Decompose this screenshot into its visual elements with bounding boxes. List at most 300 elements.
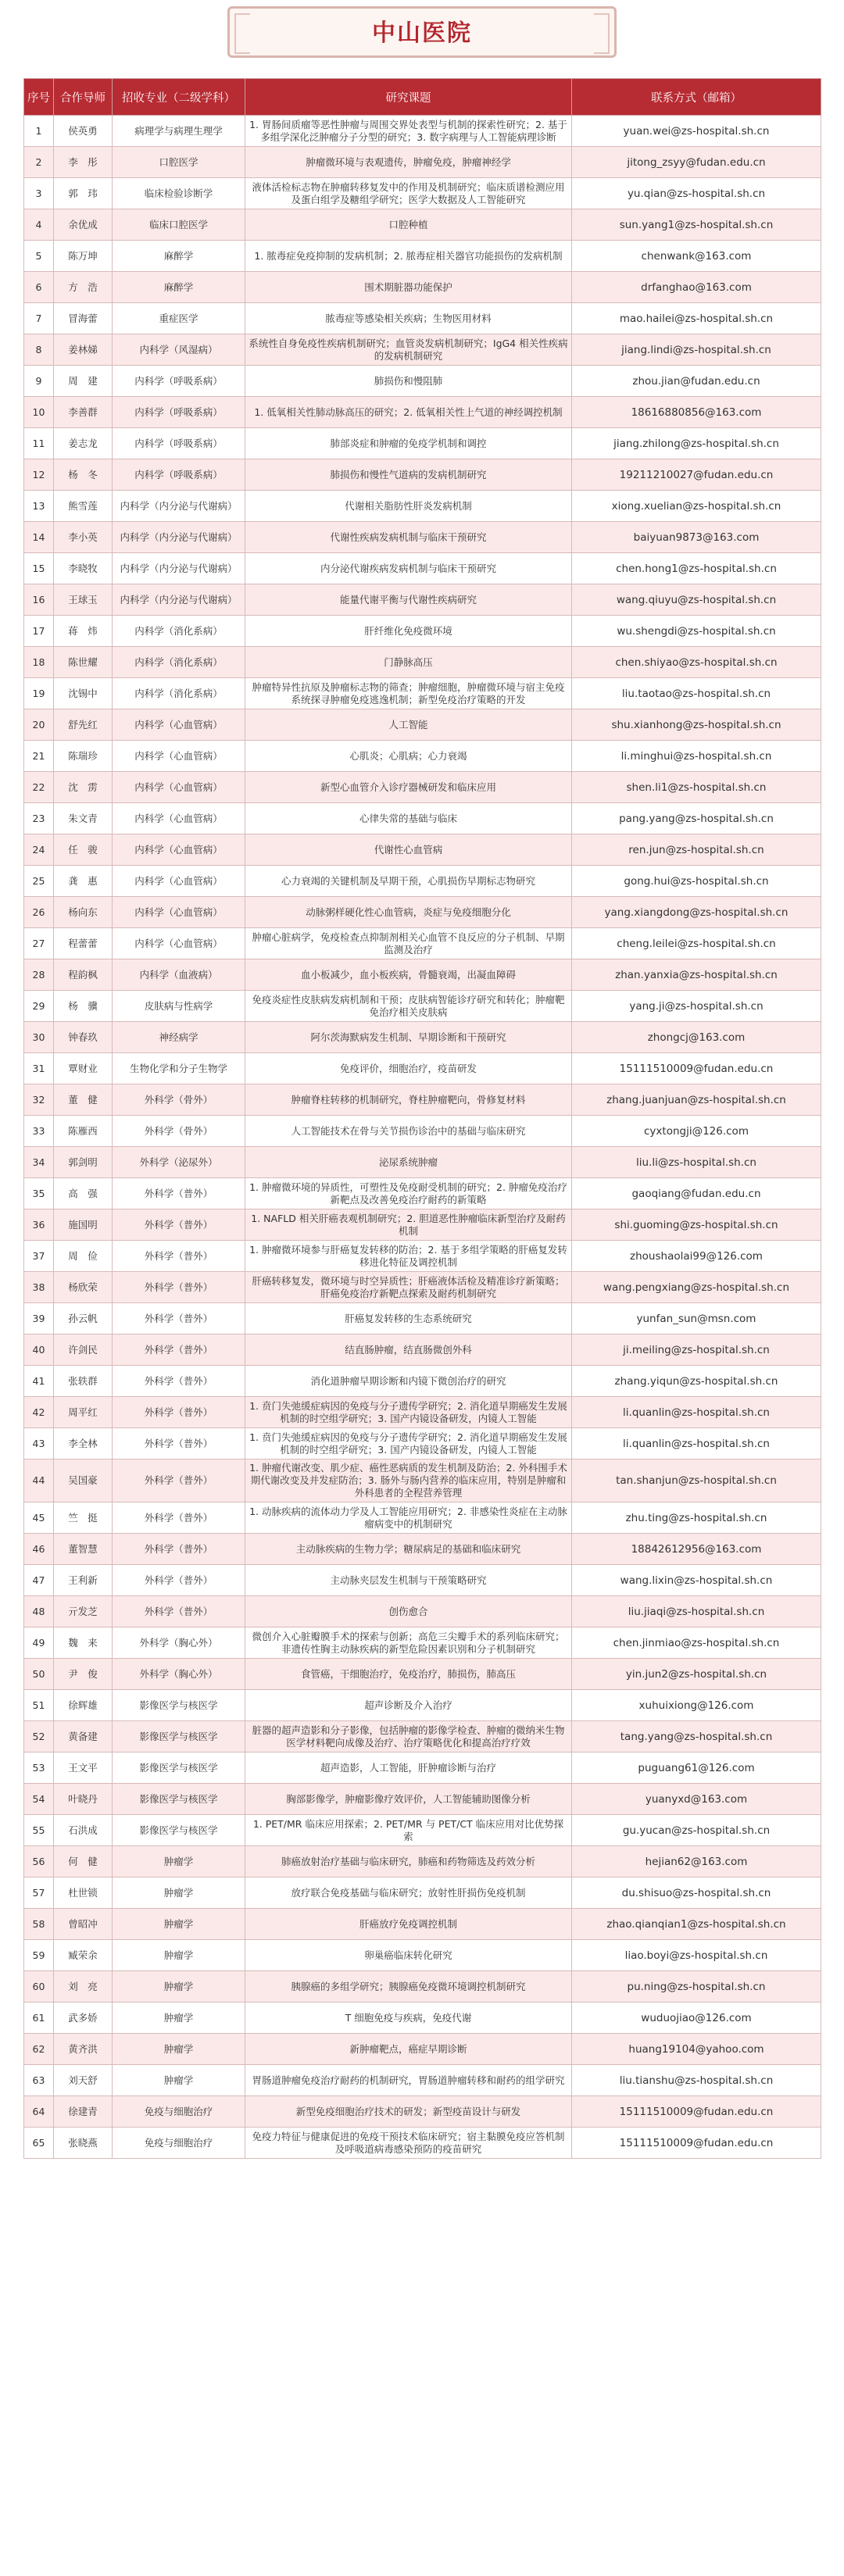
cell-mentor: 李 彤 — [54, 147, 113, 178]
cell-mentor: 叶晓丹 — [54, 1784, 113, 1815]
cell-major: 皮肤病与性病学 — [113, 991, 245, 1022]
cell-mentor: 臧荣余 — [54, 1940, 113, 1971]
table-row — [24, 397, 821, 428]
cell-email[interactable]: li.minghui@zs-hospital.sh.cn — [572, 741, 821, 772]
cell-topic: 代谢性心血管病 — [245, 834, 572, 866]
cell-email[interactable]: zhang.yiqun@zs-hospital.sh.cn — [572, 1366, 821, 1397]
cell-mentor: 舒先红 — [54, 709, 113, 741]
cell-mentor: 曾昭冲 — [54, 1909, 113, 1940]
cell-index: 20 — [24, 709, 54, 741]
col-header-mentor: 合作导师 — [54, 79, 113, 116]
cell-index: 60 — [24, 1971, 54, 2003]
cell-topic: 微创介入心脏瓣膜手术的探索与创新；高危三尖瓣手术的系列临床研究；非遗传性胸主动脉疾病的新型危险因素识别和分子机制研究 — [245, 1627, 572, 1659]
cell-major: 口腔医学 — [113, 147, 245, 178]
cell-email[interactable]: pang.yang@zs-hospital.sh.cn — [572, 803, 821, 834]
cell-mentor: 竺 挺 — [54, 1502, 113, 1534]
table-row — [24, 1502, 821, 1534]
cell-mentor: 黄备建 — [54, 1721, 113, 1752]
cell-major: 外科学（胸心外） — [113, 1659, 245, 1690]
cell-topic: 围术期脏器功能保护 — [245, 272, 572, 303]
cell-mentor: 龚 惠 — [54, 866, 113, 897]
cell-major: 外科学（普外） — [113, 1209, 245, 1241]
cell-topic: 免疫力特征与健康促进的免疫干预技术临床研究；宿主黏膜免疫应答机制及呼吸道病毒感染预防的疫苗研究 — [245, 2128, 572, 2159]
cell-topic: 1. PET/MR 临床应用探索；2. PET/MR 与 PET/CT 临床应用对比优势探索 — [245, 1815, 572, 1846]
cell-topic: 超声诊断及介入治疗 — [245, 1690, 572, 1721]
cell-topic: 阿尔茨海默病发生机制、早期诊断和干预研究 — [245, 1022, 572, 1053]
cell-email[interactable]: zhoushaolai99@126.com — [572, 1241, 821, 1272]
cell-email[interactable]: drfanghao@163.com — [572, 272, 821, 303]
cell-index: 14 — [24, 522, 54, 553]
cell-mentor: 徐辉雄 — [54, 1690, 113, 1721]
cell-email[interactable]: pu.ning@zs-hospital.sh.cn — [572, 1971, 821, 2003]
cell-topic: 1. 肿瘤微环境参与肝癌复发转移的防治；2. 基于多组学策略的肝癌复发转移进化特征及调控机制 — [245, 1241, 572, 1272]
table-row — [24, 2128, 821, 2159]
cell-email[interactable]: chenwank@163.com — [572, 241, 821, 272]
table-row — [24, 959, 821, 991]
cell-major: 内科学（风湿病） — [113, 334, 245, 366]
cell-mentor: 周平红 — [54, 1397, 113, 1428]
cell-index: 25 — [24, 866, 54, 897]
table-row — [24, 1428, 821, 1459]
cell-major: 病理学与病理生理学 — [113, 116, 245, 147]
cell-major: 影像医学与核医学 — [113, 1690, 245, 1721]
cell-index: 13 — [24, 491, 54, 522]
cell-topic: 液体活检标志物在肿瘤转移复发中的作用及机制研究；临床质谱检测应用及蛋白组学及糖组学研究；医学大数据及人工智能研究 — [245, 178, 572, 209]
cell-major: 肿瘤学 — [113, 1971, 245, 2003]
cell-index: 53 — [24, 1752, 54, 1784]
cell-major: 临床口腔医学 — [113, 209, 245, 241]
cell-major: 麻醉学 — [113, 241, 245, 272]
cell-major: 外科学（普外） — [113, 1534, 245, 1565]
cell-index: 16 — [24, 584, 54, 616]
cell-index: 45 — [24, 1502, 54, 1534]
table-row — [24, 1366, 821, 1397]
cell-major: 临床检验诊断学 — [113, 178, 245, 209]
cell-email[interactable]: wang.pengxiang@zs-hospital.sh.cn — [572, 1272, 821, 1303]
table-body — [24, 116, 821, 2159]
cell-topic: 能量代谢平衡与代谢性疾病研究 — [245, 584, 572, 616]
cell-index: 23 — [24, 803, 54, 834]
table-row — [24, 866, 821, 897]
cell-mentor: 朱文青 — [54, 803, 113, 834]
cell-email[interactable]: liu.taotao@zs-hospital.sh.cn — [572, 678, 821, 709]
cell-topic: 肿瘤微环境与表观遗传，肿瘤免疫，肿瘤神经学 — [245, 147, 572, 178]
cell-email[interactable]: shen.li1@zs-hospital.sh.cn — [572, 772, 821, 803]
cell-mentor: 李善群 — [54, 397, 113, 428]
table-row — [24, 209, 821, 241]
cell-index: 42 — [24, 1397, 54, 1428]
cell-mentor: 冒海蕾 — [54, 303, 113, 334]
cell-email[interactable]: xuhuixiong@126.com — [572, 1690, 821, 1721]
cell-topic: 肺癌放射治疗基础与临床研究，肺癌和药物筛选及药效分析 — [245, 1846, 572, 1878]
cell-major: 肿瘤学 — [113, 2003, 245, 2034]
cell-topic: 肝癌复发转移的生态系统研究 — [245, 1303, 572, 1334]
cell-mentor: 程韵枫 — [54, 959, 113, 991]
cell-index: 30 — [24, 1022, 54, 1053]
cell-index: 22 — [24, 772, 54, 803]
table-row — [24, 1116, 821, 1147]
cell-topic: 心律失常的基础与临床 — [245, 803, 572, 834]
table-row — [24, 1752, 821, 1784]
cell-major: 外科学（普外） — [113, 1178, 245, 1209]
table-row — [24, 1534, 821, 1565]
cell-index: 55 — [24, 1815, 54, 1846]
cell-email[interactable]: cyxtongji@126.com — [572, 1116, 821, 1147]
cell-index: 61 — [24, 2003, 54, 2034]
cell-email[interactable]: 15111510009@fudan.edu.cn — [572, 1053, 821, 1084]
cell-index: 6 — [24, 272, 54, 303]
cell-topic: 肺损伤和慢阻肺 — [245, 366, 572, 397]
cell-email[interactable]: 19211210027@fudan.edu.cn — [572, 459, 821, 491]
cell-topic: 胰腺癌的多组学研究；胰腺癌免疫微环境调控机制研究 — [245, 1971, 572, 2003]
cell-email[interactable]: chen.jinmiao@zs-hospital.sh.cn — [572, 1627, 821, 1659]
cell-index: 47 — [24, 1565, 54, 1596]
cell-major: 内科学（心血管病） — [113, 928, 245, 959]
table-row — [24, 772, 821, 803]
cell-email[interactable]: baiyuan9873@163.com — [572, 522, 821, 553]
cell-mentor: 覃财业 — [54, 1053, 113, 1084]
cell-index: 43 — [24, 1428, 54, 1459]
cell-email[interactable]: wu.shengdi@zs-hospital.sh.cn — [572, 616, 821, 647]
cell-email[interactable]: shi.guoming@zs-hospital.sh.cn — [572, 1209, 821, 1241]
cell-index: 8 — [24, 334, 54, 366]
cell-major: 外科学（普外） — [113, 1272, 245, 1303]
cell-email[interactable]: zhao.qianqian1@zs-hospital.sh.cn — [572, 1909, 821, 1940]
cell-email[interactable]: liu.tianshu@zs-hospital.sh.cn — [572, 2065, 821, 2096]
cell-mentor: 亓发芝 — [54, 1596, 113, 1627]
cell-mentor: 王利新 — [54, 1565, 113, 1596]
cell-index: 5 — [24, 241, 54, 272]
cell-mentor: 李小英 — [54, 522, 113, 553]
cell-topic: 新肿瘤靶点，癌症早期诊断 — [245, 2034, 572, 2065]
cell-major: 外科学（普外） — [113, 1502, 245, 1534]
page-header — [0, 0, 844, 70]
cell-email[interactable]: 18616880856@163.com — [572, 397, 821, 428]
table-row — [24, 1784, 821, 1815]
cell-topic: 胃肠道肿瘤免疫治疗耐药的机制研究，胃肠道肿瘤转移和耐药的组学研究 — [245, 2065, 572, 2096]
table-row — [24, 897, 821, 928]
cell-email[interactable]: yuanyxd@163.com — [572, 1784, 821, 1815]
table-row — [24, 147, 821, 178]
cell-topic: 免疫炎症性皮肤病发病机制和干预；皮肤病智能诊疗研究和转化；肿瘤靶免治疗相关皮肤病 — [245, 991, 572, 1022]
cell-major: 内科学（消化系病） — [113, 647, 245, 678]
cell-major: 外科学（普外） — [113, 1303, 245, 1334]
table-row — [24, 1272, 821, 1303]
cell-topic: 人工智能 — [245, 709, 572, 741]
cell-topic: 肿瘤心脏病学，免疫检查点抑制剂相关心血管不良反应的分子机制、早期监测及治疗 — [245, 928, 572, 959]
cell-email[interactable]: cheng.leilei@zs-hospital.sh.cn — [572, 928, 821, 959]
cell-email[interactable]: li.quanlin@zs-hospital.sh.cn — [572, 1428, 821, 1459]
cell-major: 麻醉学 — [113, 272, 245, 303]
cell-topic: 动脉粥样硬化性心血管病，炎症与免疫细胞分化 — [245, 897, 572, 928]
cell-mentor: 陈世耀 — [54, 647, 113, 678]
cell-mentor: 刘 亮 — [54, 1971, 113, 2003]
cell-mentor: 沈 雳 — [54, 772, 113, 803]
cell-index: 41 — [24, 1366, 54, 1397]
cell-email[interactable]: gu.yucan@zs-hospital.sh.cn — [572, 1815, 821, 1846]
cell-email[interactable]: shu.xianhong@zs-hospital.sh.cn — [572, 709, 821, 741]
cell-index: 1 — [24, 116, 54, 147]
cell-major: 免疫与细胞治疗 — [113, 2128, 245, 2159]
cell-index: 36 — [24, 1209, 54, 1241]
table-row — [24, 834, 821, 866]
cell-topic: 肺部炎症和肿瘤的免疫学机制和调控 — [245, 428, 572, 459]
table-row — [24, 1940, 821, 1971]
cell-index: 52 — [24, 1721, 54, 1752]
cell-topic: 内分泌代谢疾病发病机制与临床干预研究 — [245, 553, 572, 584]
cell-major: 内科学（心血管病） — [113, 772, 245, 803]
cell-email[interactable]: yuan.wei@zs-hospital.sh.cn — [572, 116, 821, 147]
cell-index: 9 — [24, 366, 54, 397]
table-row — [24, 991, 821, 1022]
cell-major: 内科学（消化系病） — [113, 678, 245, 709]
cell-mentor: 熊雪莲 — [54, 491, 113, 522]
cell-major: 外科学（普外） — [113, 1428, 245, 1459]
table-row — [24, 1053, 821, 1084]
table-row — [24, 1815, 821, 1846]
cell-mentor: 吴国豪 — [54, 1459, 113, 1502]
cell-email[interactable]: puguang61@126.com — [572, 1752, 821, 1784]
cell-mentor: 刘天舒 — [54, 2065, 113, 2096]
cell-major: 肿瘤学 — [113, 1878, 245, 1909]
cell-index: 19 — [24, 678, 54, 709]
cell-email[interactable]: jitong_zsyy@fudan.edu.cn — [572, 147, 821, 178]
cell-mentor: 周 俭 — [54, 1241, 113, 1272]
cell-topic: 肝纤维化免疫微环境 — [245, 616, 572, 647]
table-row — [24, 803, 821, 834]
cell-major: 肿瘤学 — [113, 1846, 245, 1878]
table-row — [24, 741, 821, 772]
cell-index: 58 — [24, 1909, 54, 1940]
cell-email[interactable]: sun.yang1@zs-hospital.sh.cn — [572, 209, 821, 241]
cell-index: 62 — [24, 2034, 54, 2065]
cell-major: 内科学（血液病） — [113, 959, 245, 991]
cell-email[interactable]: chen.hong1@zs-hospital.sh.cn — [572, 553, 821, 584]
cell-mentor: 杨 冬 — [54, 459, 113, 491]
cell-topic: 心力衰竭的关键机制及早期干预，心肌损伤早期标志物研究 — [245, 866, 572, 897]
table-row — [24, 1022, 821, 1053]
cell-topic: 免疫评价，细胞治疗，疫苗研发 — [245, 1053, 572, 1084]
cell-topic: 胸部影像学，肿瘤影像疗效评价，人工智能辅助图像分析 — [245, 1784, 572, 1815]
cell-mentor: 陈瑞珍 — [54, 741, 113, 772]
cell-topic: 系统性自身免疫性疾病机制研究；血管炎发病机制研究；IgG4 相关性疾病的发病机制研究 — [245, 334, 572, 366]
table-row — [24, 553, 821, 584]
cell-topic: 肝癌放疗免疫调控机制 — [245, 1909, 572, 1940]
cell-email[interactable]: liu.jiaqi@zs-hospital.sh.cn — [572, 1596, 821, 1627]
cell-email[interactable]: gaoqiang@fudan.edu.cn — [572, 1178, 821, 1209]
cell-email[interactable]: li.quanlin@zs-hospital.sh.cn — [572, 1397, 821, 1428]
table-row — [24, 1565, 821, 1596]
cell-topic: 放疗联合免疫基础与临床研究；放射性肝损伤免疫机制 — [245, 1878, 572, 1909]
table-row — [24, 2034, 821, 2065]
cell-email[interactable]: jiang.lindi@zs-hospital.sh.cn — [572, 334, 821, 366]
cell-index: 59 — [24, 1940, 54, 1971]
cell-major: 外科学（普外） — [113, 1596, 245, 1627]
cell-topic: 食管癌，干细胞治疗，免疫治疗，肺损伤，肺高压 — [245, 1659, 572, 1690]
cell-major: 外科学（骨外） — [113, 1084, 245, 1116]
table-row — [24, 428, 821, 459]
cell-topic: 门静脉高压 — [245, 647, 572, 678]
cell-index: 12 — [24, 459, 54, 491]
cell-email[interactable]: gong.hui@zs-hospital.sh.cn — [572, 866, 821, 897]
cell-email[interactable]: zhang.juanjuan@zs-hospital.sh.cn — [572, 1084, 821, 1116]
cell-index: 31 — [24, 1053, 54, 1084]
cell-email[interactable]: yin.jun2@zs-hospital.sh.cn — [572, 1659, 821, 1690]
cell-email[interactable]: chen.shiyao@zs-hospital.sh.cn — [572, 647, 821, 678]
cell-mentor: 方 浩 — [54, 272, 113, 303]
cell-email[interactable]: xiong.xuelian@zs-hospital.sh.cn — [572, 491, 821, 522]
cell-email[interactable]: ren.jun@zs-hospital.sh.cn — [572, 834, 821, 866]
cell-email[interactable]: yang.ji@zs-hospital.sh.cn — [572, 991, 821, 1022]
cell-major: 重症医学 — [113, 303, 245, 334]
table-row — [24, 522, 821, 553]
cell-major: 内科学（心血管病） — [113, 741, 245, 772]
table-row — [24, 2065, 821, 2096]
cell-topic: 主动脉夹层发生机制与干预策略研究 — [245, 1565, 572, 1596]
cell-mentor: 程蕾蕾 — [54, 928, 113, 959]
table-row — [24, 1846, 821, 1878]
cell-major: 内科学（呼吸系病） — [113, 428, 245, 459]
cell-index: 40 — [24, 1334, 54, 1366]
cell-mentor: 黄齐洪 — [54, 2034, 113, 2065]
cell-mentor: 石洪成 — [54, 1815, 113, 1846]
cell-email[interactable]: hejian62@163.com — [572, 1846, 821, 1878]
table-row — [24, 1909, 821, 1940]
cell-index: 54 — [24, 1784, 54, 1815]
col-header-index: 序号 — [24, 79, 54, 116]
cell-major: 外科学（普外） — [113, 1397, 245, 1428]
cell-mentor: 武多娇 — [54, 2003, 113, 2034]
table-row — [24, 928, 821, 959]
cell-email[interactable]: yu.qian@zs-hospital.sh.cn — [572, 178, 821, 209]
table-row — [24, 1334, 821, 1366]
cell-topic: 1. 肿瘤代谢改变、肌少症、癌性恶病质的发生机制及防治；2. 外科围手术期代谢改变及并发症防治；3. 肠外与肠内营养的临床应用，特别是肿瘤和外科患者的全程营养管理 — [245, 1459, 572, 1502]
table-row — [24, 1659, 821, 1690]
cell-mentor: 王球玉 — [54, 584, 113, 616]
table-row — [24, 178, 821, 209]
cell-index: 33 — [24, 1116, 54, 1147]
table-row — [24, 366, 821, 397]
cell-email[interactable]: du.shisuo@zs-hospital.sh.cn — [572, 1878, 821, 1909]
table-row — [24, 459, 821, 491]
cell-major: 外科学（骨外） — [113, 1116, 245, 1147]
cell-mentor: 张轶群 — [54, 1366, 113, 1397]
cell-mentor: 李全林 — [54, 1428, 113, 1459]
cell-index: 34 — [24, 1147, 54, 1178]
cell-mentor: 陈雁西 — [54, 1116, 113, 1147]
cell-mentor: 施国明 — [54, 1209, 113, 1241]
cell-index: 32 — [24, 1084, 54, 1116]
table-row — [24, 647, 821, 678]
cell-major: 内科学（心血管病） — [113, 709, 245, 741]
cell-mentor: 何 健 — [54, 1846, 113, 1878]
cell-email[interactable]: tang.yang@zs-hospital.sh.cn — [572, 1721, 821, 1752]
cell-index: 18 — [24, 647, 54, 678]
cell-major: 外科学（普外） — [113, 1334, 245, 1366]
cell-email[interactable]: liu.li@zs-hospital.sh.cn — [572, 1147, 821, 1178]
cell-email[interactable]: tan.shanjun@zs-hospital.sh.cn — [572, 1459, 821, 1502]
table-row — [24, 334, 821, 366]
cell-mentor: 杨欣荣 — [54, 1272, 113, 1303]
cell-mentor: 董 健 — [54, 1084, 113, 1116]
cell-index: 56 — [24, 1846, 54, 1878]
cell-index: 51 — [24, 1690, 54, 1721]
cell-index: 11 — [24, 428, 54, 459]
cell-topic: 消化道肿瘤早期诊断和内镜下微创治疗的研究 — [245, 1366, 572, 1397]
cell-email[interactable]: 15111510009@fudan.edu.cn — [572, 2096, 821, 2128]
cell-email[interactable]: zhou.jian@fudan.edu.cn — [572, 366, 821, 397]
cell-email[interactable]: huang19104@yahoo.com — [572, 2034, 821, 2065]
cell-index: 63 — [24, 2065, 54, 2096]
col-header-contact: 联系方式（邮箱） — [572, 79, 821, 116]
cell-mentor: 陈万坤 — [54, 241, 113, 272]
cell-index: 29 — [24, 991, 54, 1022]
cell-email[interactable]: 18842612956@163.com — [572, 1534, 821, 1565]
table-row — [24, 272, 821, 303]
cell-email[interactable]: jiang.zhilong@zs-hospital.sh.cn — [572, 428, 821, 459]
cell-major: 肿瘤学 — [113, 2034, 245, 2065]
cell-major: 内科学（内分泌与代谢病） — [113, 491, 245, 522]
cell-email[interactable]: 15111510009@fudan.edu.cn — [572, 2128, 821, 2159]
cell-topic: 1. 动脉疾病的流体动力学及人工智能应用研究；2. 非感染性炎症在主动脉瘤病变中的机制研究 — [245, 1502, 572, 1534]
cell-email[interactable]: wang.qiuyu@zs-hospital.sh.cn — [572, 584, 821, 616]
cell-email[interactable]: yunfan_sun@msn.com — [572, 1303, 821, 1334]
cell-email[interactable]: wuduojiao@126.com — [572, 2003, 821, 2034]
cell-index: 49 — [24, 1627, 54, 1659]
cell-email[interactable]: zhu.ting@zs-hospital.sh.cn — [572, 1502, 821, 1534]
cell-major: 外科学（普外） — [113, 1459, 245, 1502]
cell-major: 免疫与细胞治疗 — [113, 2096, 245, 2128]
cell-mentor: 杨向东 — [54, 897, 113, 928]
cell-topic: 肿瘤脊柱转移的机制研究，脊柱肿瘤靶向，骨修复材料 — [245, 1084, 572, 1116]
cell-mentor: 侯英勇 — [54, 116, 113, 147]
cell-email[interactable]: mao.hailei@zs-hospital.sh.cn — [572, 303, 821, 334]
cell-mentor: 魏 来 — [54, 1627, 113, 1659]
cell-index: 7 — [24, 303, 54, 334]
cell-major: 内科学（呼吸系病） — [113, 397, 245, 428]
cell-mentor: 姜林娣 — [54, 334, 113, 366]
cell-mentor: 任 骏 — [54, 834, 113, 866]
cell-topic: 脏器的超声造影和分子影像，包括肿瘤的影像学检查、肿瘤的微纳米生物医学材料靶向成像及治疗、治疗策略优化和提高治疗疗效 — [245, 1721, 572, 1752]
cell-mentor: 沈锡中 — [54, 678, 113, 709]
cell-index: 15 — [24, 553, 54, 584]
cell-index: 37 — [24, 1241, 54, 1272]
table-row — [24, 1721, 821, 1752]
cell-major: 外科学（普外） — [113, 1366, 245, 1397]
cell-major: 外科学（普外） — [113, 1241, 245, 1272]
table-row — [24, 1241, 821, 1272]
cell-mentor: 周 建 — [54, 366, 113, 397]
cell-email[interactable]: zhongcj@163.com — [572, 1022, 821, 1053]
mentor-table — [23, 78, 821, 2159]
cell-mentor: 孙云帆 — [54, 1303, 113, 1334]
cell-email[interactable]: wang.lixin@zs-hospital.sh.cn — [572, 1565, 821, 1596]
cell-mentor: 尹 俊 — [54, 1659, 113, 1690]
cell-mentor: 董智慧 — [54, 1534, 113, 1565]
cell-index: 27 — [24, 928, 54, 959]
cell-email[interactable]: liao.boyi@zs-hospital.sh.cn — [572, 1940, 821, 1971]
cell-email[interactable]: ji.meiling@zs-hospital.sh.cn — [572, 1334, 821, 1366]
cell-mentor: 余优成 — [54, 209, 113, 241]
table-row — [24, 1209, 821, 1241]
cell-major: 外科学（胸心外） — [113, 1627, 245, 1659]
cell-topic: 肝癌转移复发，微环境与时空异质性；肝癌液体活检及精准诊疗新策略；肝癌免疫治疗新靶点探索及耐药机制研究 — [245, 1272, 572, 1303]
cell-topic: 肿瘤特异性抗原及肿瘤标志物的筛查；肿瘤细胞，肿瘤微环境与宿主免疫系统探寻肿瘤免疫逃逸机制；新型免疫治疗策略的开发 — [245, 678, 572, 709]
cell-email[interactable]: zhan.yanxia@zs-hospital.sh.cn — [572, 959, 821, 991]
cell-email[interactable]: yang.xiangdong@zs-hospital.sh.cn — [572, 897, 821, 928]
cell-topic: 1. 贲门失弛缓症病因的免疫与分子遗传学研究；2. 消化道早期癌发生发展机制的时空组学研究；3. 国产内镜设备研发，内镜人工智能 — [245, 1428, 572, 1459]
table-row — [24, 241, 821, 272]
